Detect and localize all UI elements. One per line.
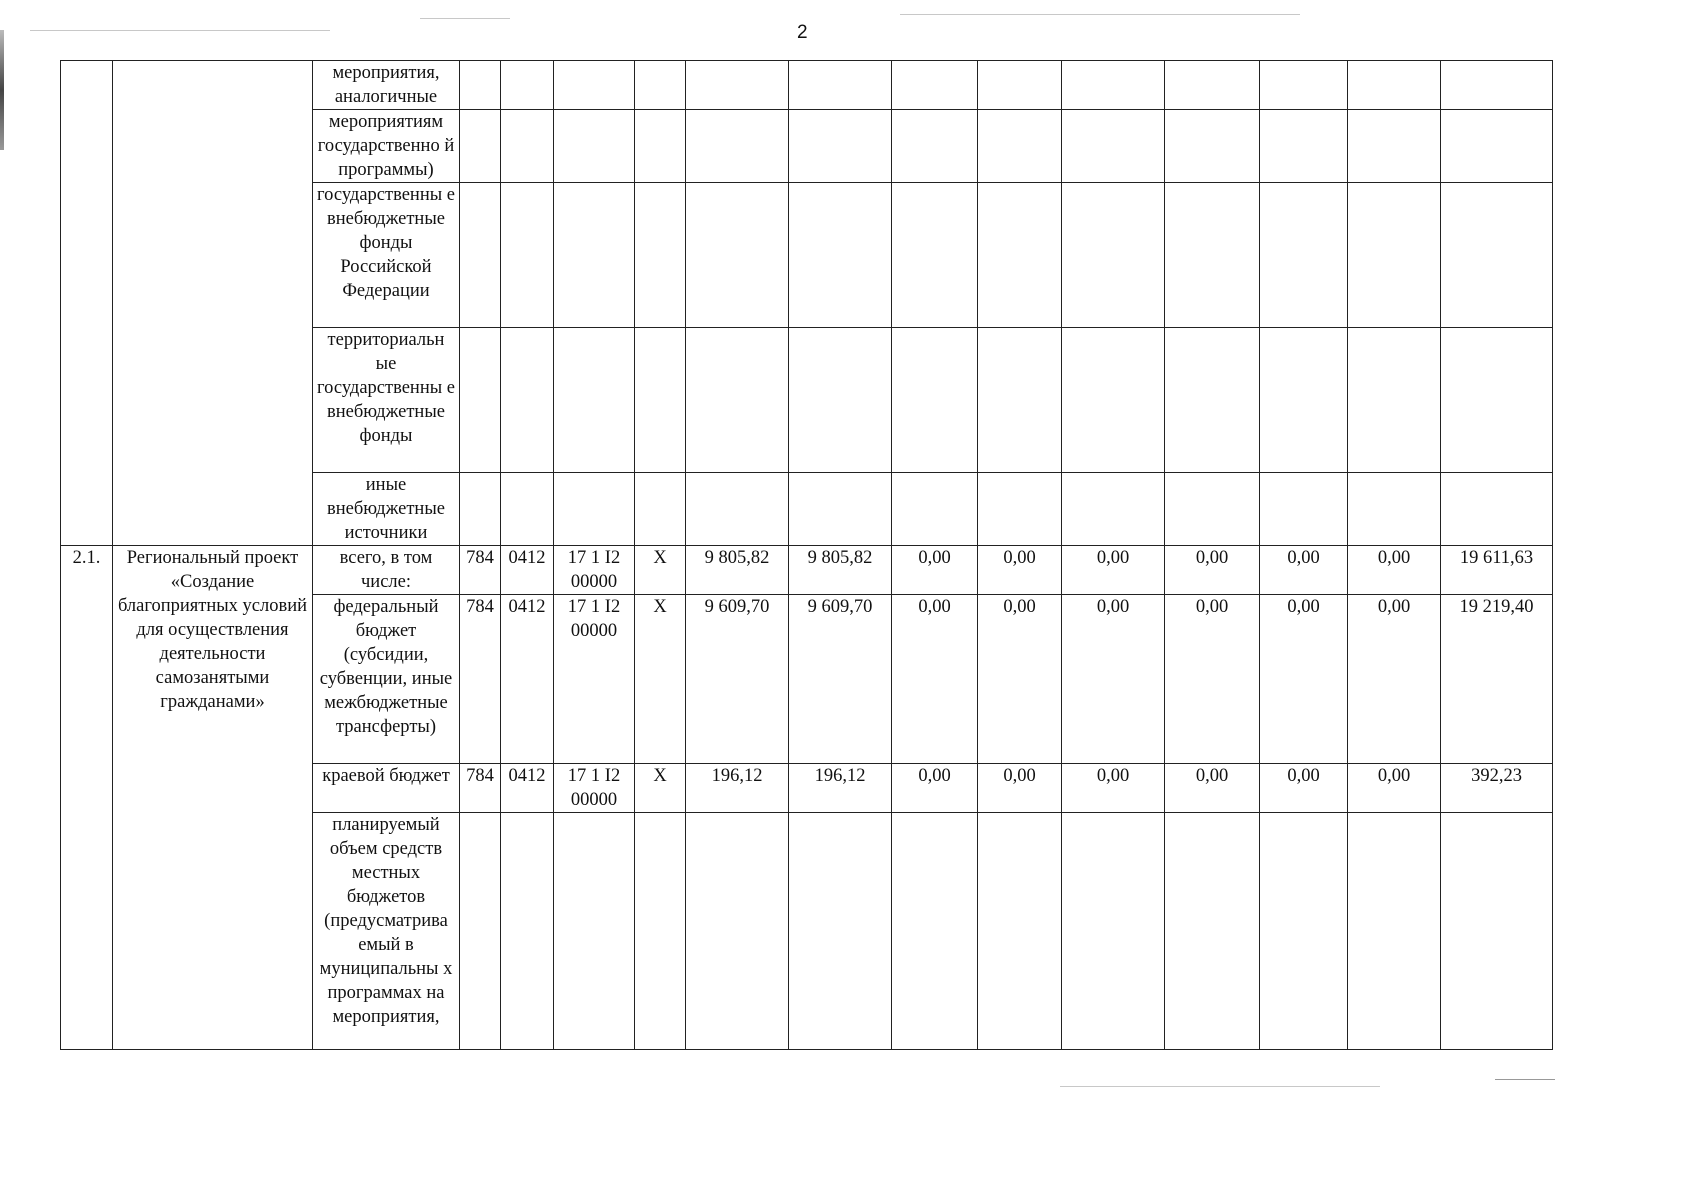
value-cell: 0,00: [892, 595, 978, 764]
grbs-cell: 784: [460, 764, 501, 813]
value-cell: 0,00: [1348, 764, 1441, 813]
vr-cell: X: [635, 546, 686, 595]
value-cell: 9 609,70: [789, 595, 892, 764]
value-cell: 9 805,82: [686, 546, 789, 595]
page-number: 2: [797, 22, 808, 43]
source-cell: мероприятия, аналогичные: [313, 61, 460, 110]
value-cell: 0,00: [978, 764, 1062, 813]
source-cell: федеральный бюджет (субсидии, субвенции, иные межбюджетные трансферты): [313, 595, 460, 764]
name-cell: [113, 61, 313, 546]
vr-cell: X: [635, 764, 686, 813]
value-cell: 0,00: [978, 595, 1062, 764]
csr-cell: 17 1 I2 00000: [554, 546, 635, 595]
value-cell: 0,00: [892, 546, 978, 595]
value-cell: 0,00: [1260, 546, 1348, 595]
value-cell: 196,12: [686, 764, 789, 813]
value-cell: 0,00: [978, 546, 1062, 595]
index-cell: [61, 61, 113, 546]
value-cell: 0,00: [1348, 595, 1441, 764]
source-cell: иные внебюджетные источники: [313, 473, 460, 546]
value-cell: 0,00: [1062, 764, 1165, 813]
value-cell: 0,00: [1062, 546, 1165, 595]
budget-table: [60, 60, 1553, 1050]
value-cell: 0,00: [1260, 764, 1348, 813]
value-cell: 0,00: [1260, 595, 1348, 764]
csr-cell: 17 1 I2 00000: [554, 595, 635, 764]
rzpr-cell: 0412: [501, 546, 554, 595]
project-name: Региональный проект «Создание благоприятных условий для осуществления деятельности самозанятыми гражданами»: [113, 546, 313, 1050]
value-cell: 0,00: [1062, 595, 1165, 764]
value-cell: 0,00: [892, 764, 978, 813]
source-cell: краевой бюджет: [313, 764, 460, 813]
table-row: [61, 546, 1553, 595]
scan-speck: [1060, 1086, 1380, 1087]
source-cell: государственны е внебюджетные фонды Российской Федерации: [313, 183, 460, 328]
rzpr-cell: 0412: [501, 764, 554, 813]
value-cell: 9 805,82: [789, 546, 892, 595]
value-cell: 196,12: [789, 764, 892, 813]
value-cell: 0,00: [1165, 764, 1260, 813]
grbs-cell: 784: [460, 595, 501, 764]
scan-speck: [1495, 1079, 1555, 1080]
scan-edge-shadow: [0, 30, 4, 150]
value-cell: 9 609,70: [686, 595, 789, 764]
source-cell: планируемый объем средств местных бюджетов (предусматрива емый в муниципальны х программах на мероприятия,: [313, 813, 460, 1050]
source-cell: территориальн ые государственны е внебюджетные фонды: [313, 328, 460, 473]
value-cell: 0,00: [1165, 595, 1260, 764]
value-cell: 0,00: [1165, 546, 1260, 595]
source-cell: всего, в том числе:: [313, 546, 460, 595]
total-cell: 392,23: [1441, 764, 1553, 813]
rzpr-cell: 0412: [501, 595, 554, 764]
total-cell: 19 611,63: [1441, 546, 1553, 595]
grbs-cell: 784: [460, 546, 501, 595]
scan-speck: [420, 18, 510, 19]
scan-speck: [900, 14, 1300, 15]
project-index: 2.1.: [61, 546, 113, 1050]
total-cell: 19 219,40: [1441, 595, 1553, 764]
scan-speck: [30, 30, 330, 31]
csr-cell: 17 1 I2 00000: [554, 764, 635, 813]
value-cell: 0,00: [1348, 546, 1441, 595]
table-row: [61, 61, 1553, 110]
source-cell: мероприятиям государственно й программы): [313, 110, 460, 183]
vr-cell: X: [635, 595, 686, 764]
